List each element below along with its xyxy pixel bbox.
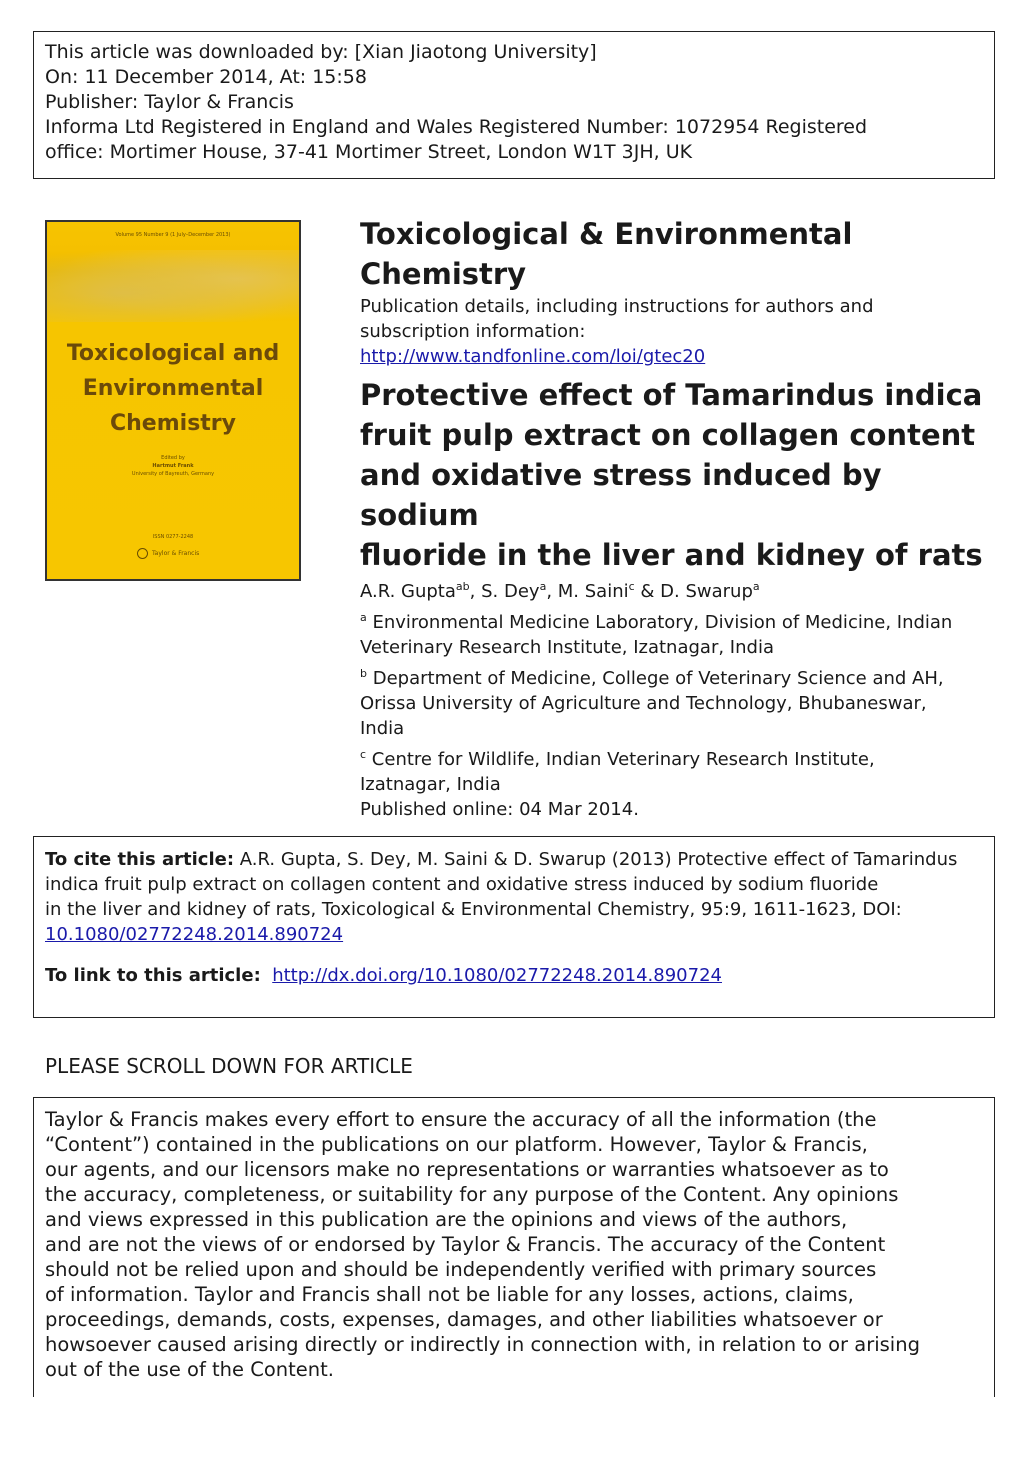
download-line: On: 11 December 2014, At: 15:58 — [45, 66, 367, 88]
affiliation-mark: c — [360, 748, 367, 761]
journal-title — [360, 214, 1000, 294]
cite-label: To cite this article: — [45, 849, 235, 870]
disclaimer-line: our agents, and our licensors make no representations or warranties whatsoever as to — [45, 1158, 889, 1181]
article-title-line: fruit pulp extract on collagen content — [360, 418, 976, 452]
author-list: A.R. Gupta$^{ab}$, S. Dey$^a$, M. Saini$^c$ & D. Swarup$^a$ — [360, 580, 760, 602]
article-doi-url-link[interactable]: http://dx.doi.org/10.1080/02772248.2014.890724 — [272, 965, 722, 986]
disclaimer-line: the accuracy, completeness, or suitability for any purpose of the Content. Any opinions — [45, 1183, 899, 1206]
author-affil-mark: ab — [455, 580, 470, 593]
cover-editor — [47, 454, 299, 478]
journal-cover-image — [45, 220, 301, 581]
author-affil-mark: a — [539, 580, 547, 593]
cover-edited-by: Edited by — [161, 455, 185, 461]
download-line: Publisher: Taylor & Francis — [45, 91, 294, 113]
publication-details-line: Publication details, including instructions for authors and — [360, 296, 874, 317]
published-date: Published online: 04 Mar 2014. — [360, 799, 639, 820]
download-info-box — [33, 31, 995, 179]
cite-text-line: in the liver and kidney of rats, Toxicological & Environmental Chemistry, 95:9, 1611-1623, DOI: — [45, 899, 902, 920]
affiliation-line: Centre for Wildlife, Indian Veterinary Research Institute, — [371, 749, 875, 770]
download-line: This article was downloaded by: [Xian Jiaotong University] — [45, 41, 597, 63]
cover-sky-decoration — [47, 250, 299, 322]
publisher-logo-icon — [137, 548, 148, 559]
disclaimer-line: “Content”) contained in the publications on our platform. However, Taylor & Francis, — [45, 1133, 868, 1156]
cover-issn: ISSN 0277-2248 — [152, 534, 194, 540]
disclaimer-box — [33, 1097, 995, 1397]
author-affil-mark: a — [752, 580, 760, 593]
cover-title-line: Toxicological and — [66, 341, 280, 366]
journal-title-line: Toxicological & Environmental — [360, 217, 853, 251]
journal-title-line: Chemistry — [360, 257, 527, 291]
cover-title-line: Environmental — [82, 376, 264, 401]
article-title — [360, 375, 1000, 575]
author-name: D. Swarup — [660, 581, 753, 602]
affiliation-line: Environmental Medicine Laboratory, Division of Medicine, Indian — [372, 612, 953, 633]
article-title-line: Protective effect of Tamarindus indica — [360, 378, 983, 412]
affiliation-line: Veterinary Research Institute, Izatnagar, India — [360, 637, 774, 658]
cover-publisher-name: Taylor & Francis — [152, 550, 200, 557]
cover-title-line: Chemistry — [110, 411, 236, 436]
affiliation-line: India — [360, 718, 405, 739]
author-name: A.R. Gupta — [360, 581, 456, 602]
doi-link[interactable]: 10.1080/02772248.2014.890724 — [45, 924, 344, 945]
affiliation-line: Orissa University of Agriculture and Technology, Bhubaneswar, — [360, 693, 927, 714]
article-metadata — [360, 214, 1000, 822]
journal-url-link[interactable]: http://www.tandfonline.com/loi/gtec20 — [360, 346, 706, 367]
disclaimer-line: of information. Taylor and Francis shall not be liable for any losses, actions, claims, — [45, 1283, 854, 1306]
disclaimer-line: proceedings, demands, costs, expenses, damages, and other liabilities whatsoever or — [45, 1308, 883, 1331]
affiliation-mark: b — [360, 667, 367, 680]
download-line: office: Mortimer House, 37-41 Mortimer Street, London W1T 3JH, UK — [45, 141, 693, 163]
disclaimer-line: and are not the views of or endorsed by Taylor & Francis. The accuracy of the Content — [45, 1233, 886, 1256]
citation-box — [33, 836, 995, 1018]
article-title-line: and oxidative stress induced by sodium — [360, 458, 882, 532]
affiliation-b — [360, 666, 1000, 741]
cover-title — [47, 336, 299, 441]
download-line: Informa Ltd Registered in England and Wales Registered Number: 1072954 Registered — [45, 116, 868, 138]
disclaimer-line: and views expressed in this publication are the opinions and views of the authors, — [45, 1208, 848, 1231]
scroll-down-notice: PLEASE SCROLL DOWN FOR ARTICLE — [45, 1054, 413, 1078]
affiliation-c — [360, 747, 1000, 797]
cover-volume-line: Volume 95 Number 9 (1 July–December 2013) — [115, 232, 231, 238]
disclaimer-line: out of the use of the Content. — [45, 1358, 334, 1381]
disclaimer-line: howsoever caused arising directly or indirectly in connection with, in relation to or arising — [45, 1333, 920, 1356]
link-label: To link to this article: — [45, 965, 261, 986]
affiliation-line: Department of Medicine, College of Veterinary Science and AH, — [372, 668, 944, 689]
author-affil-mark: c — [628, 580, 635, 593]
disclaimer-line: Taylor & Francis makes every effort to ensure the accuracy of all the information (the — [45, 1108, 877, 1131]
author-name: M. Saini — [557, 581, 629, 602]
cover-editor-affil: University of Bayreuth, Germany — [131, 471, 215, 477]
cite-text-line: indica fruit pulp extract on collagen content and oxidative stress induced by sodium fluoride — [45, 874, 879, 895]
publication-details-line: subscription information: — [360, 321, 586, 342]
publication-details — [360, 294, 1000, 369]
affiliation-mark: a — [360, 611, 367, 624]
disclaimer-line: should not be relied upon and should be independently verified with primary sources — [45, 1258, 877, 1281]
affiliation-a — [360, 610, 1000, 660]
author-name: S. Dey — [481, 581, 540, 602]
affiliation-line: Izatnagar, India — [360, 774, 501, 795]
cover-editor-name: Hartmut Frank — [152, 463, 194, 469]
cite-text-line: A.R. Gupta, S. Dey, M. Saini & D. Swarup (2013) Protective effect of Tamarindus — [239, 849, 958, 870]
cover-publisher — [137, 548, 199, 559]
article-title-line: fluoride in the liver and kidney of rats — [360, 538, 983, 572]
